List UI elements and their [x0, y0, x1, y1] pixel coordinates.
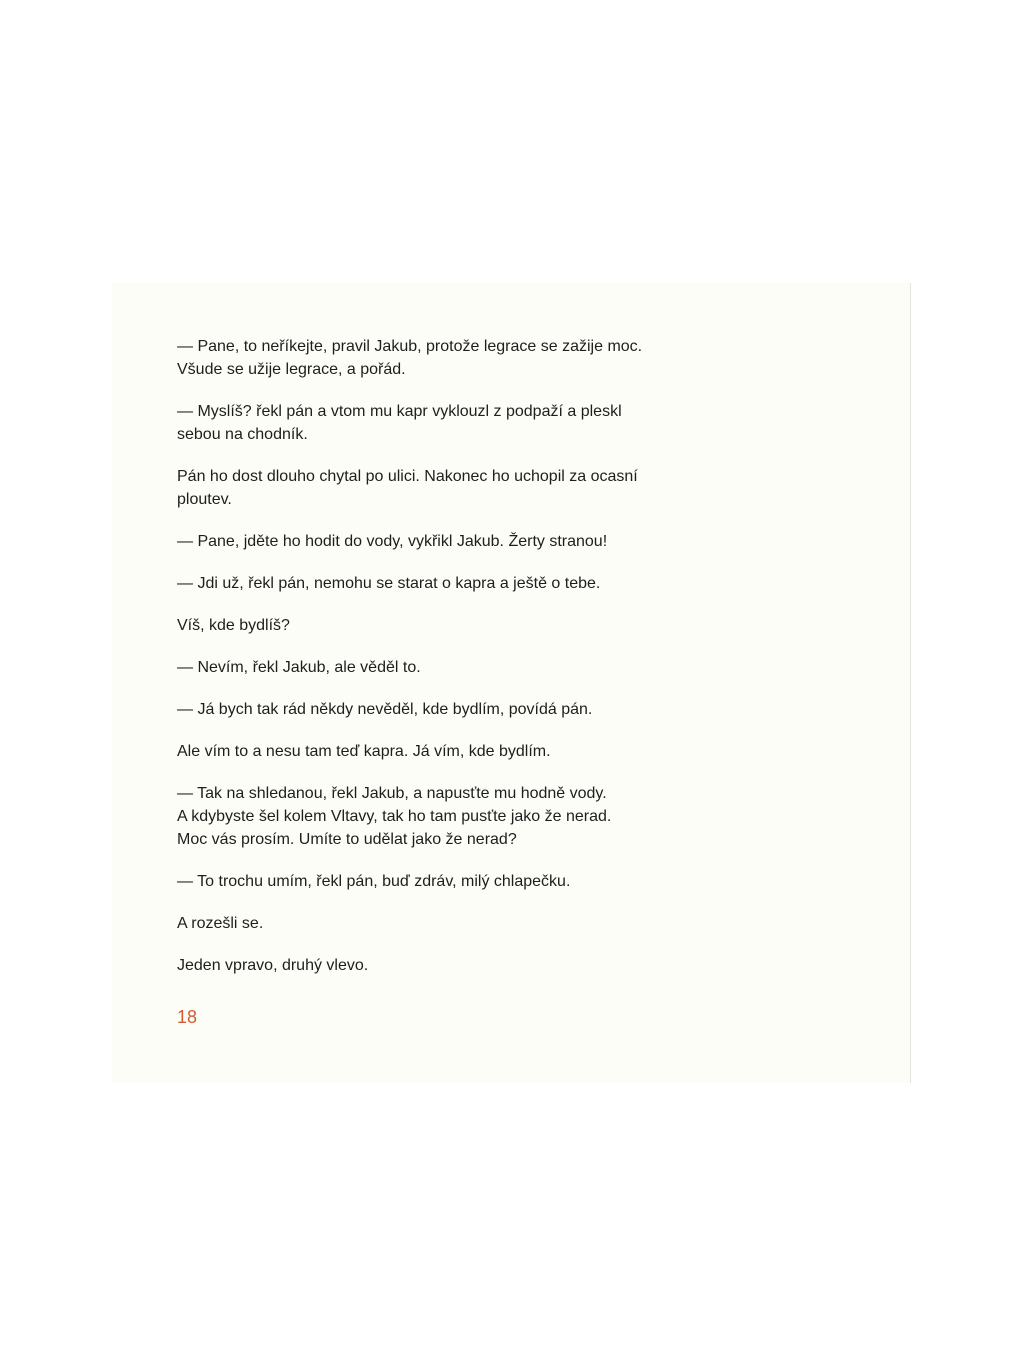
paragraph — [177, 740, 697, 763]
paragraph — [177, 400, 697, 446]
paragraph — [177, 698, 697, 721]
text-line: A kdybyste šel kolem Vltavy, tak ho tam pusťte jako že nerad. — [177, 808, 612, 825]
paragraph — [177, 614, 697, 637]
page-number: 18 — [177, 1007, 198, 1027]
paragraph — [177, 870, 697, 893]
paragraph — [177, 912, 697, 935]
text-line: — Jdi už, řekl pán, nemohu se starat o kapra a ještě o tebe. — [177, 575, 601, 592]
text-line: — Tak na shledanou, řekl Jakub, a napusťte mu hodně vody. — [177, 785, 607, 802]
text-line: Ale vím to a nesu tam teď kapra. Já vím, kde bydlím. — [177, 743, 551, 760]
text-line: — Já bych tak rád někdy nevěděl, kde bydlím, povídá pán. — [177, 701, 593, 718]
story-text — [177, 335, 697, 996]
text-line: sebou na chodník. — [177, 426, 308, 443]
text-line: A rozešli se. — [177, 915, 264, 932]
text-line: — To trochu umím, řekl pán, buď zdráv, milý chlapečku. — [177, 873, 571, 890]
paragraph — [177, 335, 697, 381]
paragraph — [177, 954, 697, 977]
text-line: — Pane, jděte ho hodit do vody, vykřikl Jakub. Žerty stranou! — [177, 533, 608, 550]
paragraph — [177, 530, 697, 553]
text-line: — Myslíš? řekl pán a vtom mu kapr vyklouzl z podpaží a pleskl — [177, 403, 622, 420]
paragraph — [177, 782, 697, 851]
text-line: Moc vás prosím. Umíte to udělat jako že nerad? — [177, 831, 517, 848]
text-line: Víš, kde bydlíš? — [177, 617, 290, 634]
text-line: Všude se užije legrace, a pořád. — [177, 361, 406, 378]
text-line: — Pane, to neříkejte, pravil Jakub, protože legrace se zažije moc. — [177, 338, 643, 355]
book-page — [112, 283, 911, 1083]
text-line: — Nevím, řekl Jakub, ale věděl to. — [177, 659, 421, 676]
text-line: Jeden vpravo, druhý vlevo. — [177, 957, 369, 974]
paragraph — [177, 465, 697, 511]
text-line: ploutev. — [177, 491, 232, 508]
paragraph — [177, 656, 697, 679]
paragraph — [177, 572, 697, 595]
text-line: Pán ho dost dlouho chytal po ulici. Nakonec ho uchopil za ocasní — [177, 468, 638, 485]
